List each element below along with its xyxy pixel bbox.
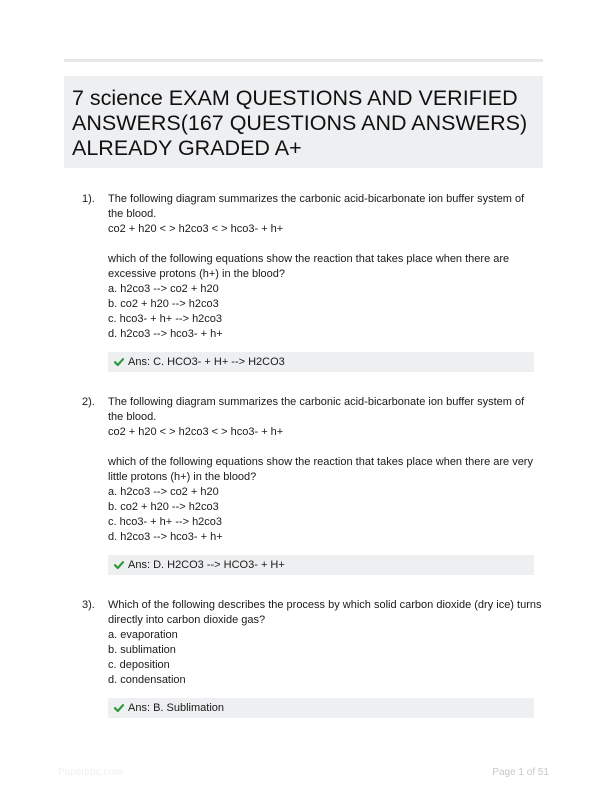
question-number: 3). bbox=[82, 599, 95, 611]
answer-bar-1 bbox=[108, 352, 534, 372]
answer-text: Ans: D. H2CO3 --> HCO3- + H+ bbox=[128, 559, 285, 571]
footer-watermark: Paperbbc.com bbox=[58, 767, 123, 778]
page-title: 7 science EXAM QUESTIONS AND VERIFIED ANSWERS(167 QUESTIONS AND ANSWERS) ALREADY GRADED A+ bbox=[72, 86, 528, 160]
check-icon bbox=[114, 560, 124, 570]
question-number: 2). bbox=[82, 396, 95, 408]
option-b: b. co2 + h20 --> h2co3 bbox=[108, 501, 219, 513]
top-divider bbox=[64, 59, 543, 62]
option-c: c. hco3- + h+ --> h2co3 bbox=[108, 516, 223, 528]
option-c: c. hco3- + h+ --> h2co3 bbox=[108, 313, 223, 325]
question-stem: Which of the following describes the process by which solid carbon dioxide (dry ice) turns directly into carbon dioxide gas? bbox=[108, 599, 542, 626]
question-equation: co2 + h20 < > h2co3 < > hco3- + h+ bbox=[108, 223, 284, 235]
question-number: 1). bbox=[82, 193, 95, 205]
question-equation: co2 + h20 < > h2co3 < > hco3- + h+ bbox=[108, 426, 284, 438]
check-icon bbox=[114, 703, 124, 713]
option-a: a. h2co3 --> co2 + h20 bbox=[108, 283, 219, 295]
option-b: b. sublimation bbox=[108, 644, 176, 656]
option-d: d. h2co3 --> hco3- + h+ bbox=[108, 531, 223, 543]
question-stem: The following diagram summarizes the carbonic acid-bicarbonate ion buffer system of the blood. bbox=[108, 193, 525, 220]
answer-text: Ans: C. HCO3- + H+ --> H2CO3 bbox=[128, 356, 285, 368]
question-body bbox=[108, 395, 542, 545]
option-d: d. h2co3 --> hco3- + h+ bbox=[108, 328, 223, 340]
option-b: b. co2 + h20 --> h2co3 bbox=[108, 298, 219, 310]
page-number: Page 1 of 51 bbox=[492, 767, 549, 778]
option-c: c. deposition bbox=[108, 659, 170, 671]
question-prompt: which of the following equations show the reaction that takes place when there are excessive protons (h+) in the blood? bbox=[108, 253, 510, 280]
option-a: a. h2co3 --> co2 + h20 bbox=[108, 486, 219, 498]
check-icon bbox=[114, 357, 124, 367]
question-body bbox=[108, 192, 542, 342]
title-banner bbox=[64, 76, 543, 168]
question-body bbox=[108, 598, 542, 688]
option-a: a. evaporation bbox=[108, 629, 178, 641]
option-d: d. condensation bbox=[108, 674, 186, 686]
question-stem: The following diagram summarizes the carbonic acid-bicarbonate ion buffer system of the blood. bbox=[108, 396, 525, 423]
answer-bar-2 bbox=[108, 555, 534, 575]
answer-text: Ans: B. Sublimation bbox=[128, 702, 224, 714]
question-prompt: which of the following equations show the reaction that takes place when there are very little protons (h+) in the blood? bbox=[108, 456, 533, 483]
answer-bar-3 bbox=[108, 698, 534, 718]
